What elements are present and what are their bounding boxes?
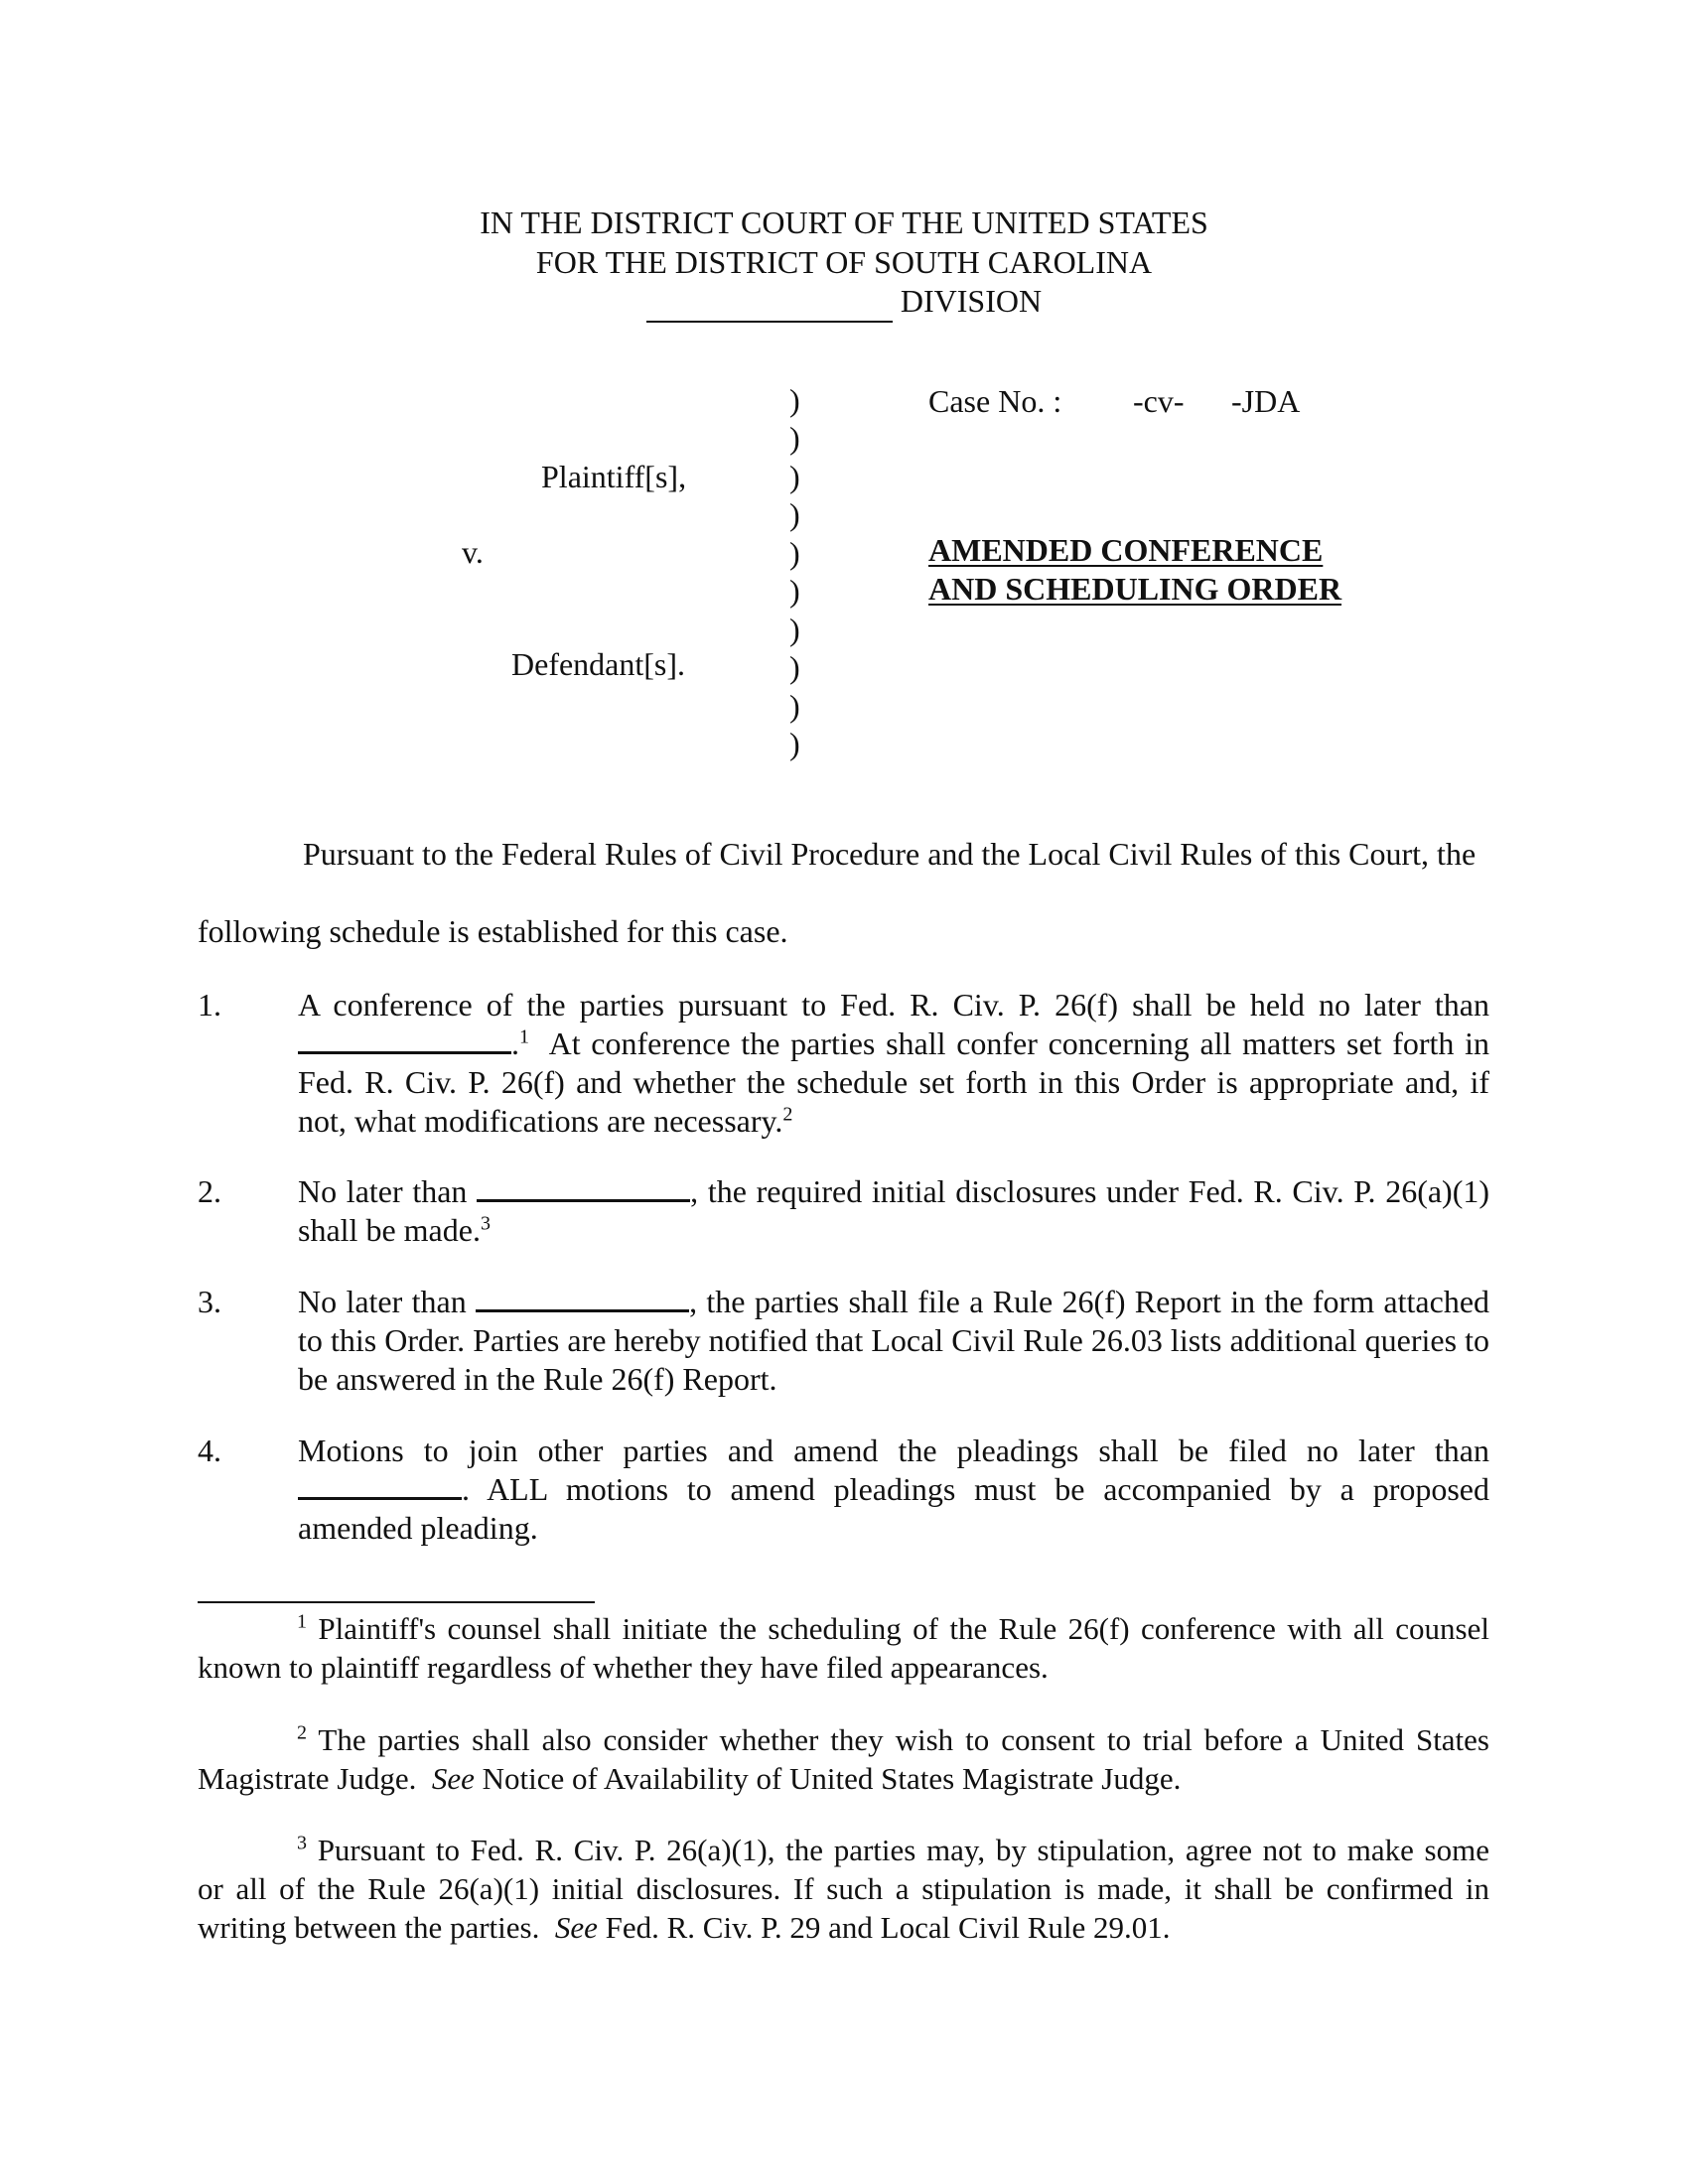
footnote-line — [198, 1609, 1489, 1648]
footnote-ref: 3 — [480, 1212, 491, 1235]
item-number: 3. — [198, 1284, 221, 1319]
court-header-line2: FOR THE DISTRICT OF SOUTH CAROLINA — [535, 244, 1153, 280]
footnote-mark: 2 — [297, 1721, 307, 1744]
item-4-paragraph — [298, 1432, 1489, 1548]
item-text: A conference of the parties pursuant to Fed. R. Civ. P. 26(f) shall be held no later than — [298, 987, 1489, 1023]
caption-paren: ) — [789, 726, 800, 761]
court-header-division — [0, 281, 1688, 323]
item-text: , the required initial disclosures under Fed. R. Civ. P. 26(a)(1) shall be made. — [298, 1173, 1490, 1248]
item-text: No later than — [298, 1284, 467, 1319]
division-blank — [646, 281, 893, 323]
item-text: . — [462, 1471, 470, 1507]
footnote-line — [198, 1720, 1489, 1759]
item-2-paragraph — [298, 1172, 1489, 1250]
division-label: DIVISION — [900, 283, 1043, 319]
footnote-mark: 1 — [297, 1610, 307, 1633]
intro-line1: Pursuant to the Federal Rules of Civil Procedure and the Local Civil Rules of this Court, the — [303, 836, 1477, 872]
footnote-ref: 2 — [782, 1103, 793, 1126]
item-text: Motions to join other parties and amend the pleadings shall be filed no later than — [298, 1433, 1489, 1468]
caption-paren: ) — [789, 688, 800, 724]
footnote-text: Plaintiff's counsel shall initiate the scheduling of the Rule 26(f) conference with all counsel — [318, 1611, 1489, 1646]
item-text: No later than — [298, 1173, 468, 1209]
caption-paren: ) — [789, 459, 800, 494]
item-text: . — [511, 1025, 519, 1061]
see-signal: See — [554, 1910, 598, 1945]
item-3-paragraph — [298, 1283, 1489, 1399]
caption-paren: ) — [789, 496, 800, 532]
caption-paren: ) — [789, 535, 800, 571]
footnote-1 — [198, 1609, 1489, 1687]
item-text: ALL motions to amend pleadings must be accompanied by a proposed amended pleading. — [298, 1471, 1490, 1546]
footnote-text: Pursuant to Fed. R. Civ. P. 26(a)(1), the parties may, by stipulation, agree not to make some — [317, 1833, 1489, 1867]
see-signal: See — [431, 1761, 475, 1796]
item-text: , the parties shall file a Rule 26(f) Report in the form attached to this Order. Parties are hereby notified that Local Civil Rule 26.03 lists additional queries to be answered in the Rule 26(f) Report. — [298, 1284, 1490, 1397]
caption-paren: ) — [789, 649, 800, 685]
footnote-ref: 1 — [519, 1025, 529, 1048]
case-no-cv: -cv- — [1133, 383, 1185, 419]
footnote-text: Fed. R. Civ. P. 29 and Local Civil Rule 29.01. — [605, 1910, 1171, 1945]
case-no-judge: -JDA — [1231, 383, 1301, 419]
footnote-separator — [198, 1601, 595, 1603]
footnote-text: Notice of Availability of United States Magistrate Judge. — [482, 1761, 1182, 1796]
footnote-line — [198, 1908, 1489, 1947]
court-header-line1: IN THE DISTRICT COURT OF THE UNITED STATES — [480, 205, 1208, 240]
caption-paren: ) — [789, 382, 800, 418]
caption-paren: ) — [789, 420, 800, 456]
footnote-text: The parties shall also consider whether they wish to consent to trial before a United States — [318, 1722, 1489, 1757]
footnote-text: Magistrate Judge. — [198, 1761, 417, 1796]
defendant-label: Defendant[s]. — [511, 646, 686, 682]
case-no-label: Case No. : — [928, 383, 1062, 419]
versus-label: v. — [462, 534, 484, 570]
date-blank — [476, 1284, 689, 1312]
item-number: 4. — [198, 1433, 221, 1468]
plaintiff-label: Plaintiff[s], — [541, 459, 687, 494]
footnote-line — [198, 1831, 1489, 1869]
order-title-line2: AND SCHEDULING ORDER — [928, 571, 1342, 607]
item-1-paragraph — [298, 986, 1489, 1141]
caption-paren: ) — [789, 612, 800, 647]
date-blank — [298, 1471, 462, 1500]
footnote-2 — [198, 1720, 1489, 1798]
caption-paren: ) — [789, 573, 800, 609]
item-number: 2. — [198, 1173, 221, 1209]
intro-line2: following schedule is established for this case. — [198, 913, 788, 949]
order-title-line1: AMENDED CONFERENCE — [928, 532, 1324, 568]
footnote-3 — [198, 1831, 1489, 1947]
date-blank — [477, 1173, 690, 1202]
footnote-text: or all of the Rule 26(a)(1) initial disclosures. If such a stipulation is made, it shall be confirmed in — [198, 1871, 1489, 1906]
footnote-mark: 3 — [297, 1832, 307, 1854]
item-number: 1. — [198, 987, 221, 1023]
footnote-text: known to plaintiff regardless of whether they have filed appearances. — [198, 1650, 1049, 1685]
date-blank — [298, 1025, 511, 1054]
item-text: At conference the parties shall confer concerning all matters set forth in Fed. R. Civ. P. 26(f) and whether the schedule set forth in this Order is appropriate and, if not, what modifications are necessary. — [298, 1025, 1490, 1139]
footnote-line — [198, 1759, 1489, 1798]
footnote-text: writing between the parties. — [198, 1910, 540, 1945]
